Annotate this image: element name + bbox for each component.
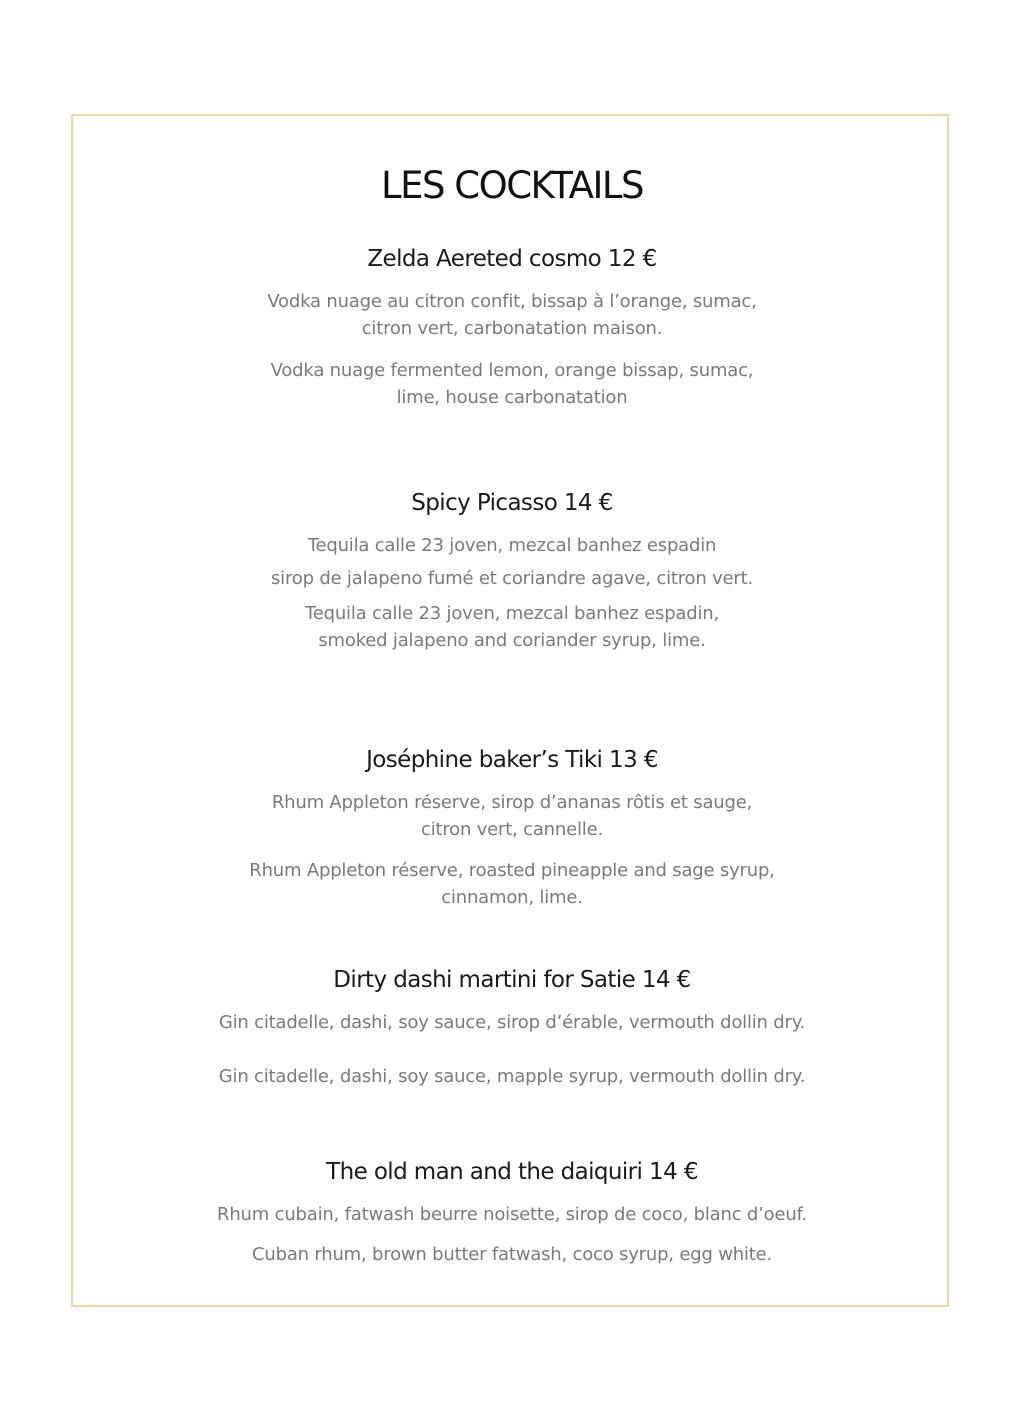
description-line: Gin citadelle, dashi, soy sauce, sirop d’érable, vermouth dollin dry. (218, 1012, 806, 1033)
description-line: Tequila calle 23 joven, mezcal banhez espadin (307, 535, 717, 556)
description-french (0, 532, 1024, 592)
description-english (0, 1063, 1024, 1090)
cocktail-name-price: The old man and the daiquiri 14 € (326, 1159, 698, 1185)
cocktail-item (0, 244, 1024, 411)
description-line: Rhum cubain, fatwash beurre noisette, sirop de coco, blanc d’oeuf. (217, 1204, 807, 1225)
description-line: lime, house carbonatation (396, 387, 628, 408)
menu-title: LES COCKTAILS (381, 164, 643, 207)
cocktail-name-price: Dirty dashi martini for Satie 14 € (333, 967, 691, 993)
description-line: Tequila calle 23 joven, mezcal banhez espadin, (304, 603, 720, 624)
cocktail-item (0, 965, 1024, 1090)
description-french (0, 288, 1024, 342)
description-line: Cuban rhum, brown butter fatwash, coco syrup, egg white. (252, 1244, 772, 1265)
cocktail-item (0, 488, 1024, 654)
description-line: Vodka nuage au citron confit, bissap à l’orange, sumac, (267, 291, 757, 312)
cocktail-item (0, 745, 1024, 911)
description-english (0, 857, 1024, 911)
description-line: sirop de jalapeno fumé et coriandre agave, citron vert. (270, 568, 754, 589)
description-line: citron vert, carbonatation maison. (361, 318, 663, 339)
description-french (0, 1201, 1024, 1228)
description-line: Vodka nuage fermented lemon, orange bissap, sumac, (270, 360, 754, 381)
description-french (0, 789, 1024, 843)
description-line: cinnamon, lime. (441, 887, 583, 908)
description-french (0, 1009, 1024, 1036)
description-line: Gin citadelle, dashi, soy sauce, mapple syrup, vermouth dollin dry. (218, 1066, 806, 1087)
description-english (0, 600, 1024, 654)
description-line: Rhum Appleton réserve, roasted pineapple and sage syrup, (249, 860, 775, 881)
description-english (0, 357, 1024, 411)
cocktail-name-price: Spicy Picasso 14 € (411, 490, 613, 516)
description-line: Rhum Appleton réserve, sirop d’ananas rôtis et sauge, (271, 792, 753, 813)
description-english (0, 1241, 1024, 1268)
description-line: citron vert, cannelle. (421, 819, 603, 840)
cocktail-item (0, 1157, 1024, 1268)
description-line: smoked jalapeno and coriander syrup, lime. (318, 630, 706, 651)
cocktail-name-price: Joséphine baker’s Tiki 13 € (366, 747, 658, 773)
cocktail-name-price: Zelda Aereted cosmo 12 € (367, 246, 657, 272)
